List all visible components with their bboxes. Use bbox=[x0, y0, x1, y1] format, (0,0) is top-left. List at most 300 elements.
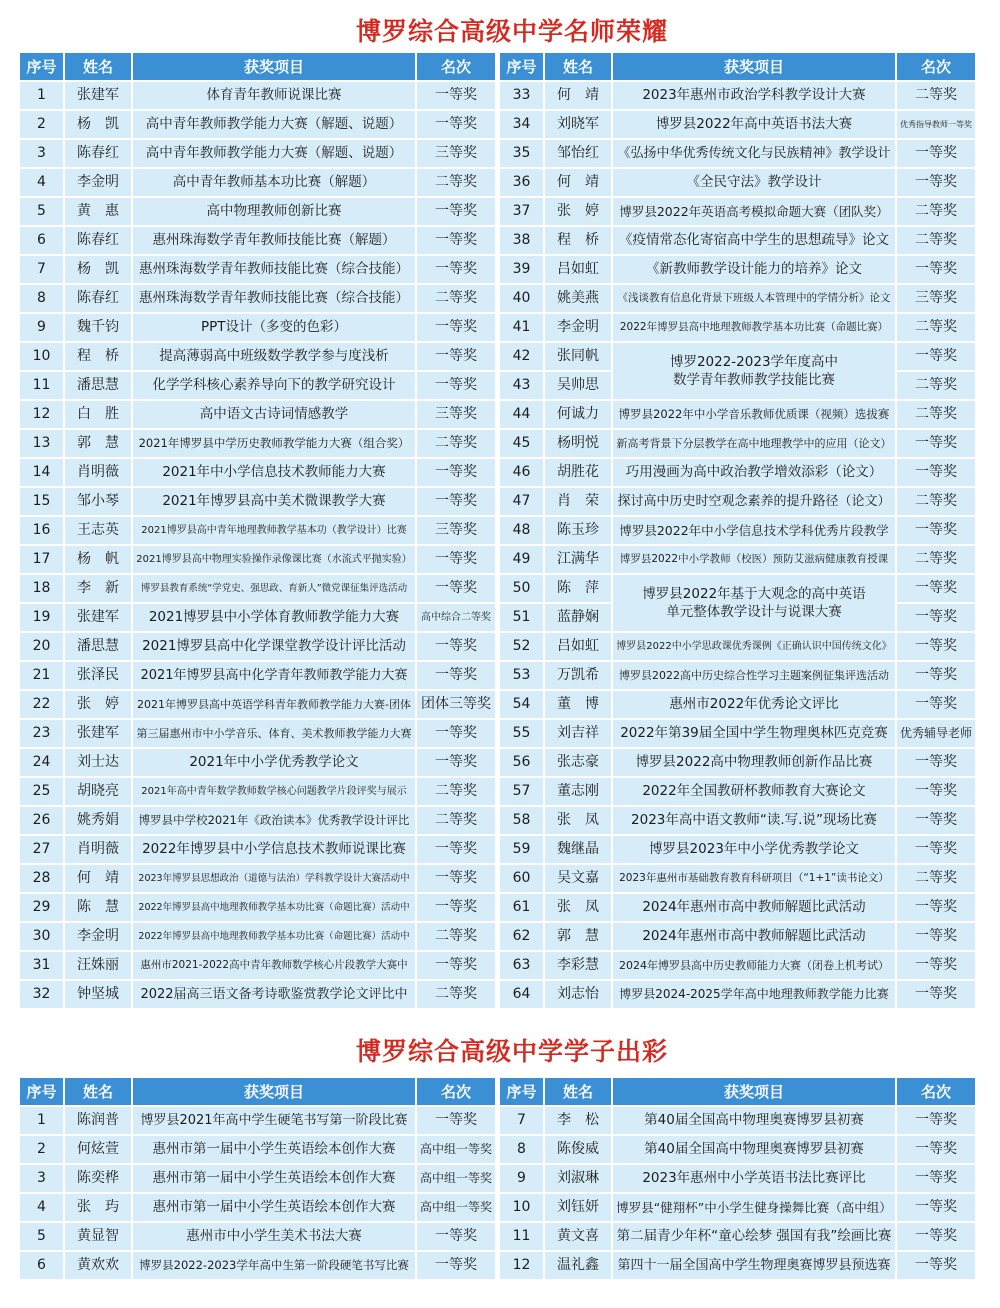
award-rank: 一等奖 bbox=[897, 923, 975, 950]
award-project: 2022届高三语文备考诗歌鉴赏教学论文评比中 bbox=[133, 981, 415, 1008]
row-number: 43 bbox=[500, 372, 543, 399]
award-row bbox=[500, 459, 975, 486]
award-row bbox=[20, 604, 495, 631]
award-rank: 一等奖 bbox=[417, 633, 495, 660]
award-rank: 一等奖 bbox=[897, 836, 975, 863]
row-number: 2 bbox=[20, 111, 63, 138]
award-rank: 三等奖 bbox=[417, 401, 495, 428]
award-row bbox=[500, 662, 975, 689]
teacher-name: 刘志怡 bbox=[545, 981, 611, 1008]
section-title-teacher-honors: 博罗综合高级中学名师荣耀 bbox=[355, 17, 668, 46]
teacher-name: 张 凤 bbox=[545, 807, 611, 834]
award-row bbox=[20, 1223, 495, 1250]
award-row bbox=[500, 1223, 975, 1250]
row-number: 64 bbox=[500, 981, 543, 1008]
teacher-name: 钟坚城 bbox=[65, 981, 131, 1008]
award-rank: 一等奖 bbox=[417, 749, 495, 776]
teacher-name: 肖 荣 bbox=[545, 488, 611, 515]
row-number: 7 bbox=[20, 256, 63, 283]
award-row bbox=[500, 865, 975, 892]
award-rank: 一等奖 bbox=[417, 1107, 495, 1134]
row-number: 7 bbox=[500, 1107, 543, 1134]
teacher-name: 邹怡红 bbox=[545, 140, 611, 167]
award-project: 2021博罗县中小学体育教师教学能力大赛 bbox=[133, 604, 415, 631]
award-row bbox=[500, 227, 975, 254]
teacher-name: 胡胜花 bbox=[545, 459, 611, 486]
teacher-name: 何 靖 bbox=[545, 82, 611, 109]
award-project: 惠州市第一届中小学生英语绘本创作大赛 bbox=[133, 1165, 415, 1192]
award-row bbox=[20, 140, 495, 167]
teacher-name: 杨明悦 bbox=[545, 430, 611, 457]
teacher-name: 董 博 bbox=[545, 691, 611, 718]
row-number: 23 bbox=[20, 720, 63, 747]
award-project-merged bbox=[613, 575, 895, 631]
award-row bbox=[20, 314, 495, 341]
table-head bbox=[20, 1078, 495, 1105]
award-project: 高中物理教师创新比赛 bbox=[133, 198, 415, 225]
student-awards-table-left bbox=[18, 1076, 497, 1281]
row-number: 1 bbox=[20, 82, 63, 109]
row-number: 28 bbox=[20, 865, 63, 892]
teacher-name: 杨 凯 bbox=[65, 111, 131, 138]
row-number: 16 bbox=[20, 517, 63, 544]
teacher-name: 郭 慧 bbox=[545, 923, 611, 950]
row-number: 32 bbox=[20, 981, 63, 1008]
award-rank: 一等奖 bbox=[897, 778, 975, 805]
row-number: 34 bbox=[500, 111, 543, 138]
award-project: 《疫情常态化寄宿高中学生的思想疏导》论文 bbox=[613, 227, 895, 254]
award-row bbox=[500, 575, 975, 602]
award-row bbox=[20, 749, 495, 776]
row-number: 56 bbox=[500, 749, 543, 776]
row-number: 6 bbox=[20, 1252, 63, 1279]
row-number: 36 bbox=[500, 169, 543, 196]
award-project: 2023年高中语文教师“读.写.说”现场比赛 bbox=[613, 807, 895, 834]
award-row bbox=[500, 198, 975, 225]
award-rank: 一等奖 bbox=[897, 1223, 975, 1250]
teacher-name: 陈 萍 bbox=[545, 575, 611, 602]
award-row bbox=[500, 1165, 975, 1192]
award-row bbox=[20, 807, 495, 834]
award-row bbox=[20, 256, 495, 283]
award-project-line: 单元整体教学设计与说课大赛 bbox=[666, 604, 842, 620]
award-project: 高中青年教师教学能力大赛（解题、说题） bbox=[133, 140, 415, 167]
award-project: 化学学科核心素养导向下的教学研究设计 bbox=[133, 372, 415, 399]
header-name: 姓名 bbox=[545, 1078, 611, 1105]
section-title-student-achievements: 博罗综合高级中学学子出彩 bbox=[355, 1037, 668, 1066]
award-rank: 三等奖 bbox=[897, 285, 975, 312]
award-rank: 一等奖 bbox=[897, 517, 975, 544]
student-name: 刘淑琳 bbox=[545, 1165, 611, 1192]
row-number: 55 bbox=[500, 720, 543, 747]
award-row bbox=[500, 749, 975, 776]
award-rank: 二等奖 bbox=[897, 401, 975, 428]
row-number: 29 bbox=[20, 894, 63, 921]
award-row bbox=[500, 401, 975, 428]
row-number: 25 bbox=[20, 778, 63, 805]
row-number: 10 bbox=[20, 343, 63, 370]
award-project: 博罗县中学校2021年《政治读本》优秀教学设计评比 bbox=[133, 807, 415, 834]
teacher-name: 姚秀娟 bbox=[65, 807, 131, 834]
award-project: PPT设计（多变的色彩） bbox=[133, 314, 415, 341]
award-project: 2023年惠州中小学英语书法比赛评比 bbox=[613, 1165, 895, 1192]
award-row bbox=[20, 430, 495, 457]
award-rank: 一等奖 bbox=[897, 140, 975, 167]
award-rank: 一等奖 bbox=[897, 575, 975, 602]
award-project: 博罗县2022高中历史综合性学习主题案例征集评选活动 bbox=[613, 662, 895, 689]
award-row bbox=[20, 778, 495, 805]
header-name: 姓名 bbox=[65, 53, 131, 80]
award-row bbox=[20, 662, 495, 689]
award-project: 2024年博罗县高中历史教师能力大赛（闭卷上机考试） bbox=[613, 952, 895, 979]
award-rank: 二等奖 bbox=[897, 227, 975, 254]
header-rank: 名次 bbox=[897, 53, 975, 80]
teacher-name: 邹小琴 bbox=[65, 488, 131, 515]
student-name: 陈润普 bbox=[65, 1107, 131, 1134]
row-number: 45 bbox=[500, 430, 543, 457]
row-number: 8 bbox=[20, 285, 63, 312]
award-row bbox=[20, 720, 495, 747]
award-rank: 三等奖 bbox=[417, 140, 495, 167]
award-project: 博罗县2024-2025学年高中地理教师教学能力比赛 bbox=[613, 981, 895, 1008]
table-body bbox=[500, 1107, 975, 1279]
teacher-name: 张泽民 bbox=[65, 662, 131, 689]
award-rank: 一等奖 bbox=[897, 981, 975, 1008]
award-rank: 高中组一等奖 bbox=[417, 1194, 495, 1221]
student-name: 李 松 bbox=[545, 1107, 611, 1134]
row-number: 17 bbox=[20, 546, 63, 573]
award-rank: 二等奖 bbox=[417, 285, 495, 312]
award-project: 2021年博罗县高中英语学科青年教师教学能力大赛-团体 bbox=[133, 691, 415, 718]
row-number: 39 bbox=[500, 256, 543, 283]
award-rank: 优秀辅导老师 bbox=[897, 720, 975, 747]
award-rank: 二等奖 bbox=[897, 546, 975, 573]
award-row bbox=[500, 256, 975, 283]
award-row bbox=[20, 169, 495, 196]
award-project: 2022年博罗县高中地理教师教学基本功比赛（命题比赛）活动中 bbox=[133, 923, 415, 950]
row-number: 4 bbox=[20, 1194, 63, 1221]
table-header-row bbox=[20, 53, 495, 80]
award-rank: 二等奖 bbox=[417, 981, 495, 1008]
teacher-name: 吕如虹 bbox=[545, 633, 611, 660]
student-name: 刘钰妍 bbox=[545, 1194, 611, 1221]
row-number: 48 bbox=[500, 517, 543, 544]
teacher-name: 杨 凯 bbox=[65, 256, 131, 283]
teacher-name: 万凯希 bbox=[545, 662, 611, 689]
award-rank: 一等奖 bbox=[417, 372, 495, 399]
award-rank: 一等奖 bbox=[417, 111, 495, 138]
award-project: 2021年博罗县高中美术微课教学大赛 bbox=[133, 488, 415, 515]
student-name: 张 玙 bbox=[65, 1194, 131, 1221]
row-number: 26 bbox=[20, 807, 63, 834]
award-row bbox=[500, 546, 975, 573]
award-rank: 一等奖 bbox=[417, 894, 495, 921]
award-project: 博罗县2022年中小学音乐教师优质课（视频）选拔赛 bbox=[613, 401, 895, 428]
teacher-name: 刘士达 bbox=[65, 749, 131, 776]
teacher-name: 陈春红 bbox=[65, 140, 131, 167]
award-rank: 一等奖 bbox=[897, 459, 975, 486]
award-project-line: 博罗县2022年基于大观念的高中英语 bbox=[642, 586, 866, 602]
row-number: 40 bbox=[500, 285, 543, 312]
award-project: 博罗县2022年英语高考模拟命题大赛（团队奖） bbox=[613, 198, 895, 225]
row-number: 18 bbox=[20, 575, 63, 602]
table-header-row bbox=[500, 53, 975, 80]
award-rank: 一等奖 bbox=[897, 807, 975, 834]
award-project: 2021博罗县高中化学课堂教学设计评比活动 bbox=[133, 633, 415, 660]
award-rank: 一等奖 bbox=[897, 952, 975, 979]
award-project: 2021博罗县高中青年地理教师教学基本功（教学设计）比赛 bbox=[133, 517, 415, 544]
award-project: 新高考背景下分层教学在高中地理教学中的应用（论文） bbox=[613, 430, 895, 457]
award-rank: 一等奖 bbox=[897, 1252, 975, 1279]
award-rank: 一等奖 bbox=[417, 227, 495, 254]
teacher-name: 胡晓亮 bbox=[65, 778, 131, 805]
award-rank: 一等奖 bbox=[897, 1165, 975, 1192]
award-row bbox=[20, 459, 495, 486]
teacher-name: 蓝静娴 bbox=[545, 604, 611, 631]
award-project: 第40届全国高中物理奥赛博罗县初赛 bbox=[613, 1107, 895, 1134]
award-row bbox=[20, 517, 495, 544]
row-number: 6 bbox=[20, 227, 63, 254]
award-project: 体育青年教师说课比赛 bbox=[133, 82, 415, 109]
teacher-name: 陈春红 bbox=[65, 285, 131, 312]
row-number: 58 bbox=[500, 807, 543, 834]
award-row bbox=[20, 546, 495, 573]
teacher-name: 汪姝丽 bbox=[65, 952, 131, 979]
award-row bbox=[20, 1194, 495, 1221]
teacher-name: 张 凤 bbox=[545, 894, 611, 921]
row-number: 53 bbox=[500, 662, 543, 689]
award-row bbox=[500, 981, 975, 1008]
award-row bbox=[500, 430, 975, 457]
award-project: 博罗县2022中小学思政课优秀课例《正确认识中国传统文化》 bbox=[613, 633, 895, 660]
award-row bbox=[500, 1194, 975, 1221]
award-rank: 一等奖 bbox=[417, 720, 495, 747]
award-rank: 一等奖 bbox=[897, 749, 975, 776]
teacher-name: 董志刚 bbox=[545, 778, 611, 805]
award-project: 2022年全国教研杯教师教育大赛论文 bbox=[613, 778, 895, 805]
award-rank: 高中组一等奖 bbox=[417, 1136, 495, 1163]
row-number: 60 bbox=[500, 865, 543, 892]
award-row bbox=[500, 952, 975, 979]
row-number: 20 bbox=[20, 633, 63, 660]
award-rank: 一等奖 bbox=[897, 894, 975, 921]
award-rank: 一等奖 bbox=[417, 836, 495, 863]
header-number: 序号 bbox=[20, 1078, 63, 1105]
teacher-name: 江满华 bbox=[545, 546, 611, 573]
award-rank: 一等奖 bbox=[417, 546, 495, 573]
award-row bbox=[500, 1136, 975, 1163]
row-number: 3 bbox=[20, 1165, 63, 1192]
teacher-name: 魏千钧 bbox=[65, 314, 131, 341]
award-row bbox=[500, 1252, 975, 1279]
award-row bbox=[20, 894, 495, 921]
teacher-name: 李金明 bbox=[65, 169, 131, 196]
award-project: 2021博罗县高中物理实验操作录像课比赛（水流式平抛实验） bbox=[133, 546, 415, 573]
award-rank: 一等奖 bbox=[417, 575, 495, 602]
award-row bbox=[20, 227, 495, 254]
row-number: 52 bbox=[500, 633, 543, 660]
teacher-name: 魏继晶 bbox=[545, 836, 611, 863]
award-rank: 一等奖 bbox=[417, 256, 495, 283]
teacher-name: 何诚力 bbox=[545, 401, 611, 428]
teacher-name: 肖明薇 bbox=[65, 836, 131, 863]
teacher-name: 张同帆 bbox=[545, 343, 611, 370]
award-row bbox=[500, 807, 975, 834]
award-row bbox=[20, 923, 495, 950]
award-rank: 一等奖 bbox=[417, 1252, 495, 1279]
award-project: 第二届青少年杯“童心绘梦 强国有我”绘画比赛 bbox=[613, 1223, 895, 1250]
award-project: 惠州市第一届中小学生英语绘本创作大赛 bbox=[133, 1136, 415, 1163]
row-number: 37 bbox=[500, 198, 543, 225]
teacher-name: 张 婷 bbox=[545, 198, 611, 225]
teacher-name: 程 桥 bbox=[545, 227, 611, 254]
award-project: 2021年高中青年数学教师数学核心问题教学片段评奖与展示 bbox=[133, 778, 415, 805]
header-award-project: 获奖项目 bbox=[613, 1078, 895, 1105]
award-row bbox=[500, 111, 975, 138]
table-header-row bbox=[500, 1078, 975, 1105]
student-name: 陈俊威 bbox=[545, 1136, 611, 1163]
award-project: 博罗县2022中小学教师（校医）预防艾滋病健康教育授课 bbox=[613, 546, 895, 573]
award-project: 高中青年教师基本功比赛（解题） bbox=[133, 169, 415, 196]
award-project: 博罗县2022年中小学信息技术学科优秀片段教学 bbox=[613, 517, 895, 544]
row-number: 50 bbox=[500, 575, 543, 602]
award-row bbox=[500, 633, 975, 660]
award-project: 高中语文古诗词情感教学 bbox=[133, 401, 415, 428]
award-rank: 二等奖 bbox=[417, 807, 495, 834]
award-project: 惠州市中小学生美术书法大赛 bbox=[133, 1223, 415, 1250]
award-row bbox=[20, 1107, 495, 1134]
award-project: 2022年第39届全国中学生物理奥林匹克竞赛 bbox=[613, 720, 895, 747]
table-head bbox=[500, 53, 975, 80]
table-head bbox=[500, 1078, 975, 1105]
row-number: 51 bbox=[500, 604, 543, 631]
header-award-project: 获奖项目 bbox=[133, 53, 415, 80]
table-header-row bbox=[20, 1078, 495, 1105]
award-project: 2021年中小学优秀教学论文 bbox=[133, 749, 415, 776]
award-rank: 一等奖 bbox=[417, 488, 495, 515]
award-project: 惠州珠海数学青年教师技能比赛（综合技能） bbox=[133, 285, 415, 312]
award-row bbox=[500, 778, 975, 805]
table-body bbox=[500, 82, 975, 1008]
award-row bbox=[20, 285, 495, 312]
award-rank: 一等奖 bbox=[897, 430, 975, 457]
header-rank: 名次 bbox=[417, 53, 495, 80]
student-name: 何炫萱 bbox=[65, 1136, 131, 1163]
award-project: 《弘扬中华优秀传统文化与民族精神》教学设计 bbox=[613, 140, 895, 167]
award-row bbox=[500, 314, 975, 341]
award-project: 2024年惠州市高中教师解题比武活动 bbox=[613, 923, 895, 950]
award-rank: 一等奖 bbox=[417, 1223, 495, 1250]
award-rank: 三等奖 bbox=[417, 517, 495, 544]
award-row bbox=[20, 343, 495, 370]
award-rank: 一等奖 bbox=[417, 343, 495, 370]
award-rank: 一等奖 bbox=[897, 1107, 975, 1134]
row-number: 1 bbox=[20, 1107, 63, 1134]
award-rank: 二等奖 bbox=[417, 778, 495, 805]
award-rank: 一等奖 bbox=[897, 604, 975, 631]
teacher-name: 李彩慧 bbox=[545, 952, 611, 979]
row-number: 30 bbox=[20, 923, 63, 950]
award-row bbox=[20, 1136, 495, 1163]
row-number: 5 bbox=[20, 1223, 63, 1250]
award-row bbox=[500, 894, 975, 921]
header-rank: 名次 bbox=[897, 1078, 975, 1105]
student-name: 陈奕桦 bbox=[65, 1165, 131, 1192]
award-row bbox=[20, 865, 495, 892]
row-number: 27 bbox=[20, 836, 63, 863]
teacher-name: 张建军 bbox=[65, 720, 131, 747]
award-row bbox=[20, 488, 495, 515]
student-name: 温礼鑫 bbox=[545, 1252, 611, 1279]
teacher-name: 肖明薇 bbox=[65, 459, 131, 486]
award-row bbox=[500, 140, 975, 167]
teacher-name: 何 靖 bbox=[65, 865, 131, 892]
row-number: 62 bbox=[500, 923, 543, 950]
award-rank: 一等奖 bbox=[897, 633, 975, 660]
student-awards-table-right bbox=[498, 1076, 977, 1281]
teacher-name: 杨 帆 bbox=[65, 546, 131, 573]
table-body bbox=[20, 82, 495, 1008]
award-project: 探讨高中历史时空观念素养的提升路径（论文） bbox=[613, 488, 895, 515]
award-rank: 一等奖 bbox=[897, 1194, 975, 1221]
teacher-name: 吴帅思 bbox=[545, 372, 611, 399]
row-number: 33 bbox=[500, 82, 543, 109]
award-rank: 优秀指导教师一等奖 bbox=[897, 111, 975, 138]
teacher-name: 郭 慧 bbox=[65, 430, 131, 457]
award-project: 巧用漫画为高中政治教学增效添彩（论文） bbox=[613, 459, 895, 486]
teacher-awards-table-right bbox=[498, 51, 977, 1010]
award-rank: 一等奖 bbox=[897, 169, 975, 196]
award-rank: 二等奖 bbox=[897, 865, 975, 892]
table-head bbox=[20, 53, 495, 80]
award-project: 第四十一届全国高中学生物理奥赛博罗县预选赛 bbox=[613, 1252, 895, 1279]
header-number: 序号 bbox=[500, 1078, 543, 1105]
award-rank: 一等奖 bbox=[417, 662, 495, 689]
award-project: 2021年博罗县高中化学青年教师教学能力大赛 bbox=[133, 662, 415, 689]
award-row bbox=[20, 981, 495, 1008]
row-number: 12 bbox=[20, 401, 63, 428]
row-number: 5 bbox=[20, 198, 63, 225]
award-project: 惠州市第一届中小学生英语绘本创作大赛 bbox=[133, 1194, 415, 1221]
award-project: 博罗县“健翔杯”中小学生健身操舞比赛（高中组） bbox=[613, 1194, 895, 1221]
award-rank: 一等奖 bbox=[897, 256, 975, 283]
row-number: 21 bbox=[20, 662, 63, 689]
row-number: 41 bbox=[500, 314, 543, 341]
award-row bbox=[500, 285, 975, 312]
row-number: 46 bbox=[500, 459, 543, 486]
award-rank: 二等奖 bbox=[417, 923, 495, 950]
row-number: 24 bbox=[20, 749, 63, 776]
award-row bbox=[20, 691, 495, 718]
teacher-awards-table-left bbox=[18, 51, 497, 1010]
award-project: 博罗县2023年中小学优秀教学论文 bbox=[613, 836, 895, 863]
award-row bbox=[20, 633, 495, 660]
award-rank: 一等奖 bbox=[417, 82, 495, 109]
award-project: 博罗县2022年高中英语书法大赛 bbox=[613, 111, 895, 138]
award-row bbox=[20, 372, 495, 399]
row-number: 2 bbox=[20, 1136, 63, 1163]
award-row bbox=[20, 82, 495, 109]
row-number: 15 bbox=[20, 488, 63, 515]
award-project-merged bbox=[613, 343, 895, 399]
award-project: 2022年博罗县高中地理教师教学基本功比赛（命题比赛） bbox=[613, 314, 895, 341]
award-rank: 一等奖 bbox=[897, 343, 975, 370]
award-project: 惠州市2022年优秀论文评比 bbox=[613, 691, 895, 718]
award-project: 2023年惠州市政治学科教学设计大赛 bbox=[613, 82, 895, 109]
row-number: 11 bbox=[500, 1223, 543, 1250]
row-number: 44 bbox=[500, 401, 543, 428]
header-name: 姓名 bbox=[545, 53, 611, 80]
